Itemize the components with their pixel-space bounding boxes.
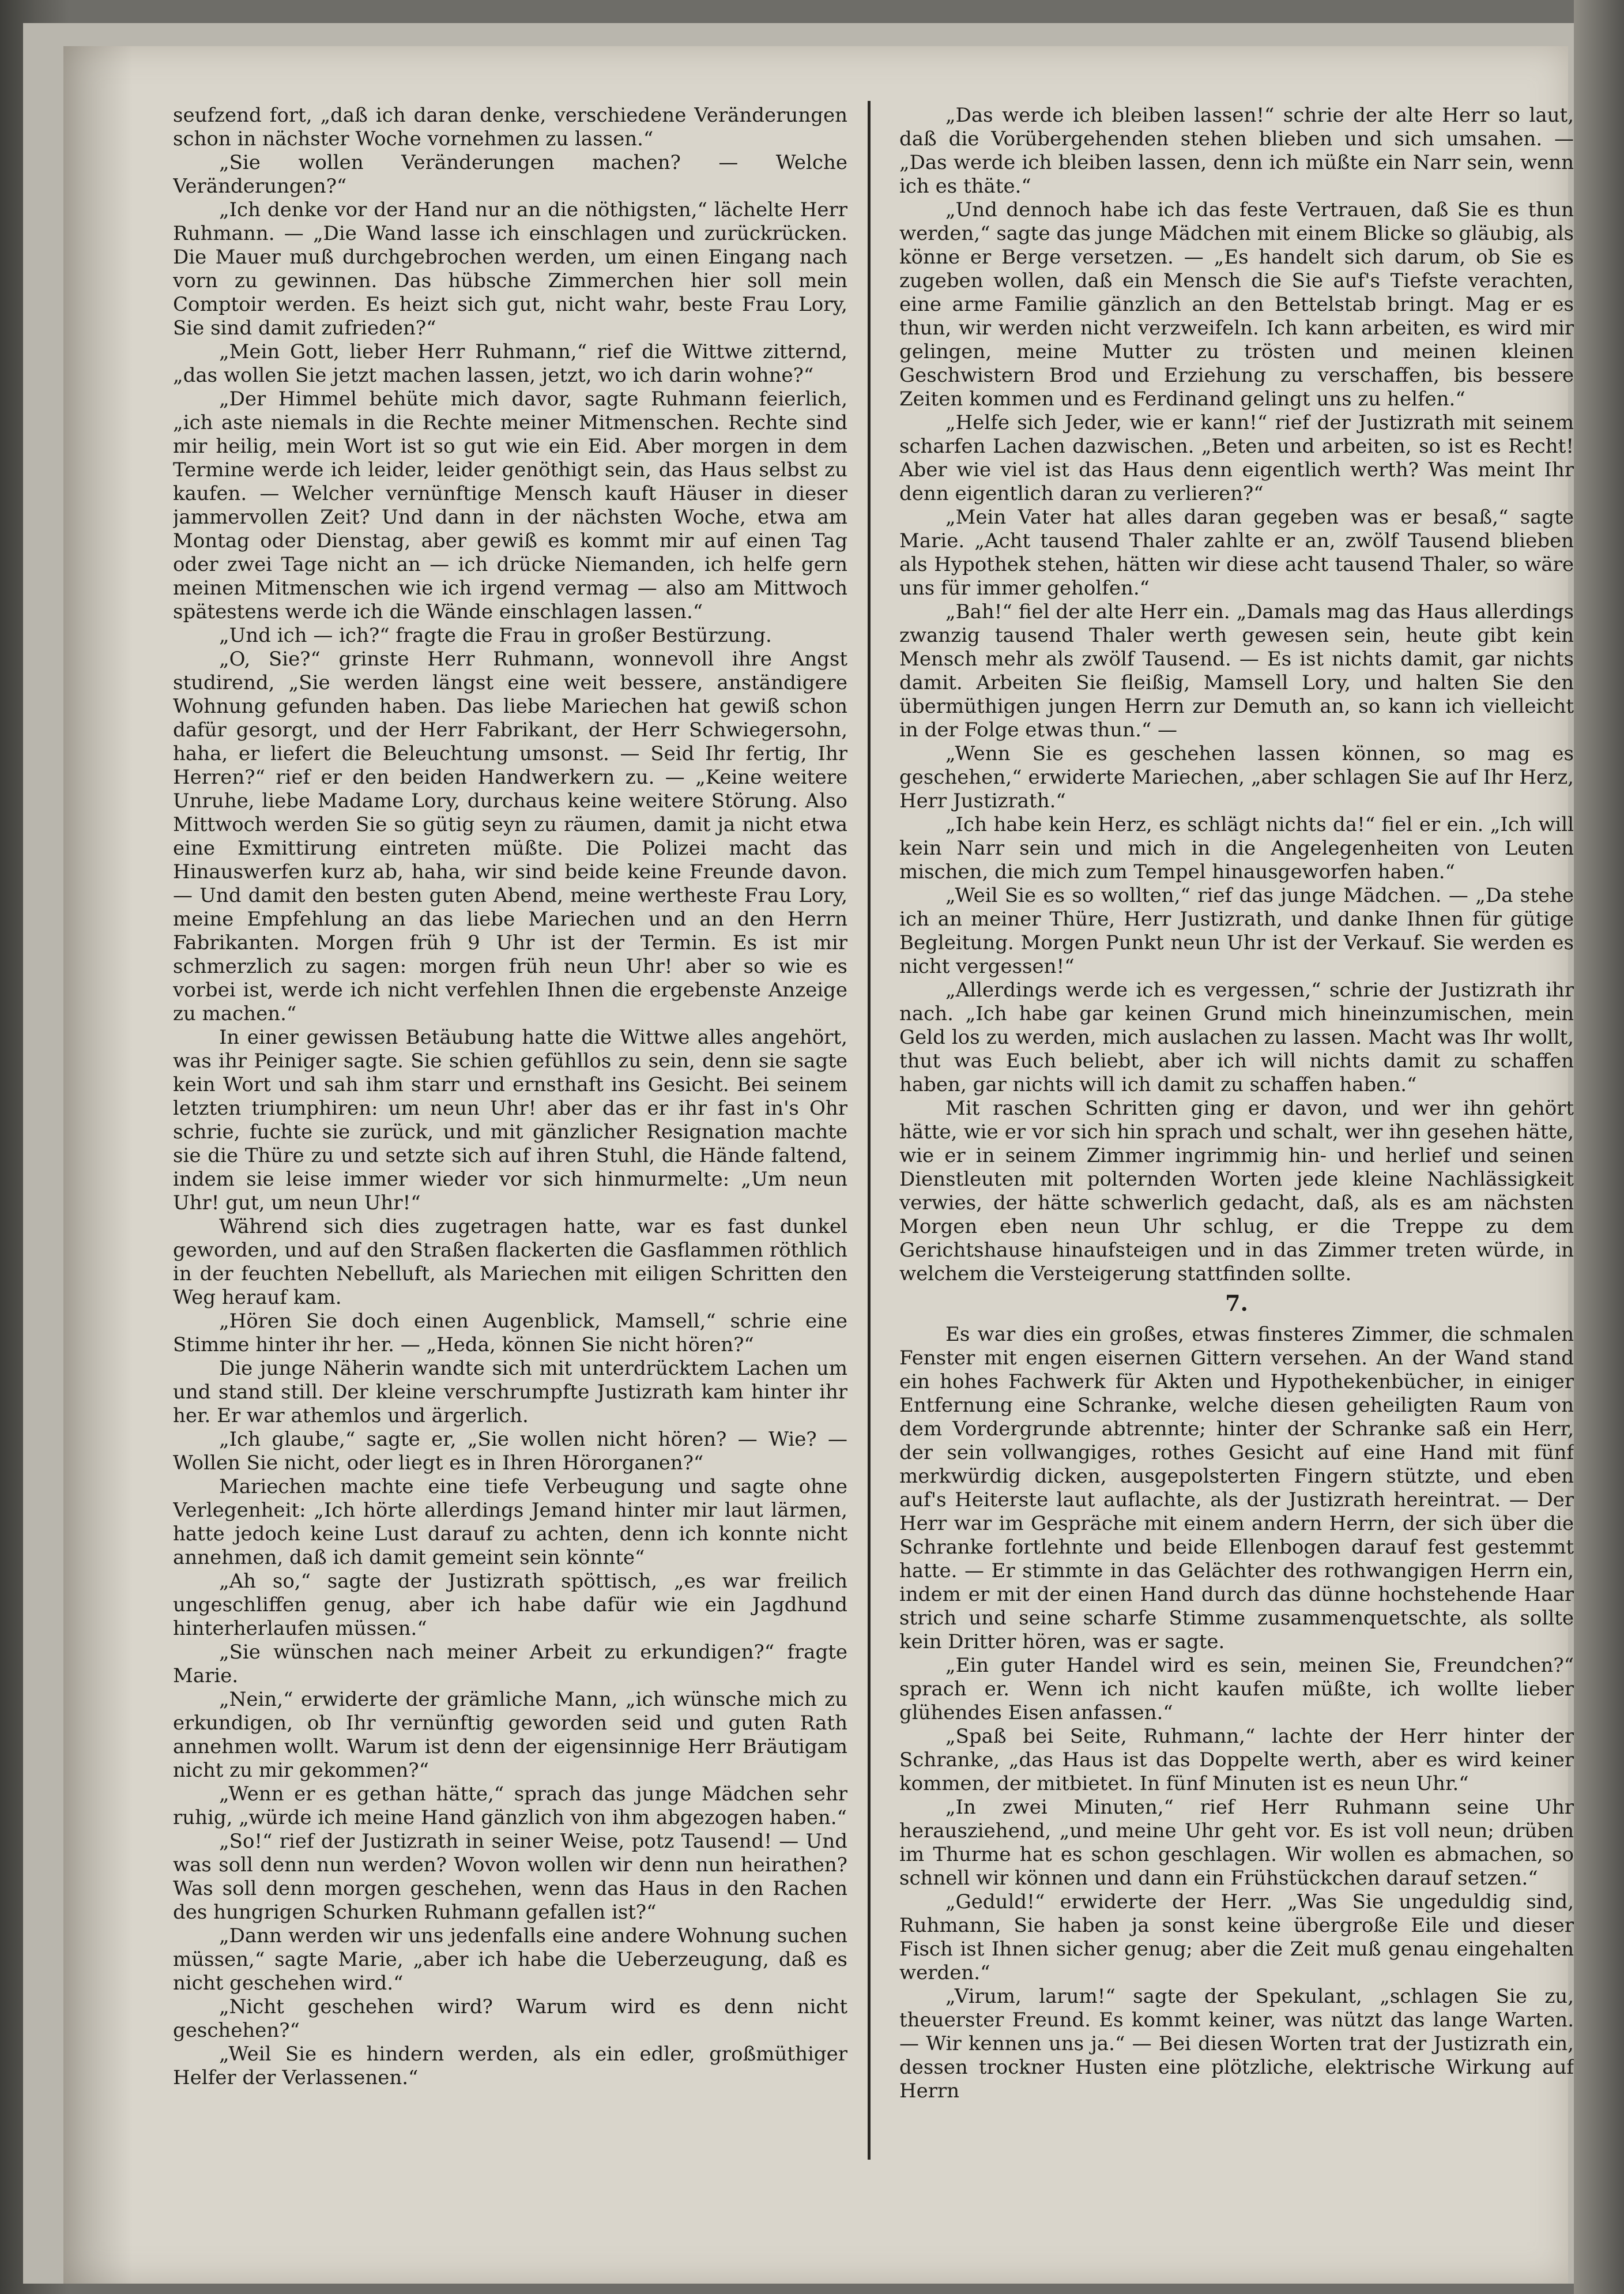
paragraph: Mit raschen Schritten ging er davon, und wer ihn gehört hätte, wie er vor sich hin sprach und schalt, wer ihn gesehen hätte, wie er in seinem Zimmer ingrimmig hin- und herlief und seinen Dienstleuten mit polternden Worten jede kleine Nachlässigkeit verwies, der hätte schwerlich gedacht, daß, als es am nächsten Morgen eben neun Uhr schlug, er die Treppe zu dem Gerichtshause hinaufsteigen und in das Zimmer treten würde, in welchem die Versteigerung stattfinden sollte. [899, 1097, 1574, 1285]
newspaper-page [63, 46, 1574, 2284]
paragraph: „In zwei Minuten,“ rief Herr Ruhmann seine Uhr herausziehend, „und meine Uhr geht vor. Es ist voll neun; drüben im Thurme hat es schon geschlagen. Wir wollen es abmachen, so schnell wir können und dann ein Frühstückchen darauf setzen.“ [899, 1796, 1574, 1890]
paragraph: „Das werde ich bleiben lassen!“ schrie der alte Herr so laut, daß die Vorübergehenden stehen blieben und sich umsahen. — „Das werde ich bleiben lassen, denn ich müßte ein Narr sein, wenn ich es thäte.“ [899, 104, 1574, 198]
paragraph: „Ah so,“ sagte der Justizrath spöttisch, „es war freilich ungeschliffen genug, aber ich habe dafür wie ein Jagdhund hinterherlaufen müssen.“ [173, 1570, 847, 1640]
paragraph: „Sie wollen Veränderungen machen? — Welche Veränderungen?“ [173, 151, 847, 198]
text-column-left [173, 104, 847, 2157]
paragraph: „Der Himmel behüte mich davor, sagte Ruhmann feierlich, „ich aste niemals in die Rechte meiner Mitmenschen. Rechte sind mir heilig, mein Wort ist so gut wie ein Eid. Aber morgen in dem Termine werde ich leider, leider genöthigt sein, das Haus selbst zu kaufen. — Welcher vernünftige Mensch kauft Häuser in dieser jammervollen Zeit? Und dann in der nächsten Woche, etwa am Montag oder Dienstag, aber gewiß es kommt mir auf einen Tag oder zwei Tage nicht an — ich drücke Niemanden, ich helfe gern meinen Mitmenschen wie ich irgend vermag — also am Mittwoch spätestens werde ich die Wände einschlagen lassen.“ [173, 388, 847, 623]
paragraph: Die junge Näherin wandte sich mit unterdrücktem Lachen um und stand still. Der kleine verschrumpfte Justizrath kam hinter ihr her. Er war athemlos und ärgerlich. [173, 1357, 847, 1427]
paragraph: „Nein,“ erwiderte der grämliche Mann, „ich wünsche mich zu erkundigen, ob Ihr vernünftig geworden seid und guten Rath annehmen wollt. Warum ist denn der eigensinnige Herr Bräutigam nicht zu mir gekommen?“ [173, 1688, 847, 1782]
paragraph: In einer gewissen Betäubung hatte die Wittwe alles angehört, was ihr Peiniger sagte. Sie schien gefühllos zu sein, denn sie sagte kein Wort und sah ihm starr und ernsthaft ins Gesicht. Bei seinem letzten triumphiren: um neun Uhr! aber das er ihr fast in's Ohr schrie, fuchte sie zurück, und mit gänzlicher Resignation machte sie die Thüre zu und setzte sich auf ihren Stuhl, die Hände faltend, indem sie leise immer wieder vor sich hinmurmelte: „Um neun Uhr! gut, um neun Uhr!“ [173, 1026, 847, 1214]
paragraph: „Mein Vater hat alles daran gegeben was er besaß,“ sagte Marie. „Acht tausend Thaler zahlte er an, zwölf Tausend blieben als Hypothek stehen, hätten wir diese acht tausend Thaler, so wäre uns für immer geholfen.“ [899, 506, 1574, 600]
paragraph: „Und dennoch habe ich das feste Vertrauen, daß Sie es thun werden,“ sagte das junge Mädchen mit einem Blicke so gläubig, als könne er Berge versetzen. — „Es handelt sich darum, ob Sie es zugeben wollen, daß ein Mensch die Sie auf's Tiefste verachten, eine arme Familie gänzlich an den Bettelstab bringt. Mag er es thun, wir werden nicht verzweifeln. Ich kann arbeiten, es wird mir gelingen, meine Mutter zu trösten und meinen kleinen Geschwistern Brod und Erziehung zu verschaffen, bis bessere Zeiten kommen und es Ferdinand gelingt uns zu helfen.“ [899, 198, 1574, 411]
paragraph: „Geduld!“ erwiderte der Herr. „Was Sie ungeduldig sind, Ruhmann, Sie haben ja sonst keine übergroße Eile und dieser Fisch ist Ihnen sicher genug; aber die Zeit muß genau eingehalten werden.“ [899, 1890, 1574, 1984]
paragraph: Es war dies ein großes, etwas finsteres Zimmer, die schmalen Fenster mit engen eisernen Gittern versehen. An der Wand stand ein hohes Fachwerk für Akten und Hypothekenbücher, in einiger Entfernung eine Schranke, welche diesen geheiligten Raum von dem Vordergrunde abtrennte; hinter der Schranke saß ein Herr, der sein vollwangiges, rothes Gesicht auf eine Hand mit fünf merkwürdig dicken, ausgepolsterten Fingern stützte, und eben auf's Heiterste laut auflachte, als der Justizrath hereintrat. — Der Herr war im Gespräche mit einem andern Herrn, der sich über die Schranke fortlehnte und beide Ellenbogen darauf fest gestemmt hatte. — Er stimmte in das Gelächter des rothwangigen Herrn ein, indem er mit der einen Hand durch das dünne hochstehende Haar strich und seine scharfe Stimme zusammenquetschte, als sollte kein Dritter hören, was er sagte. [899, 1323, 1574, 1653]
paragraph: „Spaß bei Seite, Ruhmann,“ lachte der Herr hinter der Schranke, „das Haus ist das Doppelte werth, aber es wird keiner kommen, der mitbietet. In fünf Minuten ist es neun Uhr.“ [899, 1725, 1574, 1795]
paragraph: „Sie wünschen nach meiner Arbeit zu erkundigen?“ fragte Marie. [173, 1641, 847, 1687]
paragraph: „Wenn Sie es geschehen lassen können, so mag es geschehen,“ erwiderte Mariechen, „aber schlagen Sie auf Ihr Herz, Herr Justizrath.“ [899, 742, 1574, 813]
column-divider-rule [868, 101, 871, 2160]
paragraph: „Virum, larum!“ sagte der Spekulant, „schlagen Sie zu, theuerster Freund. Es kommt keiner, was nützt das lange Warten. — Wir kennen uns ja.“ — Bei diesen Worten trat der Justizrath ein, dessen trockner Husten eine plötzliche, elektrische Wirkung auf Herrn [899, 1985, 1574, 2103]
paragraph: seufzend fort, „daß ich daran denke, verschiedene Veränderungen schon in nächster Woche vornehmen zu lassen.“ [173, 104, 847, 151]
paragraph: „Bah!“ fiel der alte Herr ein. „Damals mag das Haus allerdings zwanzig tausend Thaler werth gewesen sein, heute gibt kein Mensch mehr als zwölf Tausend. — Es ist nichts damit, gar nichts damit. Arbeiten Sie fleißig, Mamsell Lory, und halten Sie den übermüthigen jungen Herrn zur Demuth an, so kann ich vielleicht in der Folge etwas thun.“ — [899, 600, 1574, 742]
paragraph: „So!“ rief der Justizrath in seiner Weise, potz Tausend! — Und was soll denn nun werden? Wovon wollen wir denn nun heirathen? Was soll denn morgen geschehen, wenn das Haus in den Rachen des hungrigen Schurken Ruhmann gefallen ist?“ [173, 1830, 847, 1924]
paragraph: „Dann werden wir uns jedenfalls eine andere Wohnung suchen müssen,“ sagte Marie, „aber ich habe die Ueberzeugung, daß es nicht geschehen wird.“ [173, 1924, 847, 1995]
paragraph: „Hören Sie doch einen Augenblick, Mamsell,“ schrie eine Stimme hinter ihr her. — „Heda, können Sie nicht hören?“ [173, 1310, 847, 1356]
text-column-right [899, 104, 1574, 2157]
paragraph: „Mein Gott, lieber Herr Ruhmann,“ rief die Wittwe zitternd, „das wollen Sie jetzt machen lassen, jetzt, wo ich darin wohne?“ [173, 340, 847, 387]
book-binding-edge [1574, 0, 1624, 2294]
paragraph: „O, Sie?“ grinste Herr Ruhmann, wonnevoll ihre Angst studirend, „Sie werden längst eine weit bessere, anständigere Wohnung gefunden haben. Das liebe Mariechen hat gewiß schon dafür gesorgt, und der Herr Fabrikant, der Herr Schwiegersohn, haha, er liefert die Beleuchtung umsonst. — Seid Ihr fertig, Ihr Herren?“ rief er den beiden Handwerkern zu. — „Keine weitere Unruhe, liebe Madame Lory, durchaus keine weitere Störung. Also Mittwoch werden Sie so gütig seyn zu räumen, damit ja nicht etwa eine Exmittirung eintreten müßte. Die Polizei macht das Hinauswerfen kurz ab, haha, wir sind beide keine Freunde davon. — Und damit den besten guten Abend, meine wertheste Frau Lory, meine Empfehlung an das liebe Mariechen und an den Herrn Fabrikanten. Morgen früh 9 Uhr ist der Termin. Es ist mir schmerzlich zu sagen: morgen früh neun Uhr! aber so wie es vorbei ist, werde ich nicht verfehlen Ihnen die ergebenste Anzeige zu machen.“ [173, 648, 847, 1025]
paragraph: „Weil Sie es hindern werden, als ein edler, großmüthiger Helfer der Verlassenen.“ [173, 2043, 847, 2089]
paragraph: „Wenn er es gethan hätte,“ sprach das junge Mädchen sehr ruhig, „würde ich meine Hand gänzlich von ihm abgezogen haben.“ [173, 1782, 847, 1829]
paragraph: „Allerdings werde ich es vergessen,“ schrie der Justizrath ihr nach. „Ich habe gar keinen Grund mich hineinzumischen, mein Geld los zu werden, mich auslachen zu lassen. Macht was Ihr wollt, thut was Euch beliebt, aber ich will nichts damit zu schaffen haben, gar nichts will ich damit zu schaffen haben.“ [899, 979, 1574, 1096]
paragraph: Mariechen machte eine tiefe Verbeugung und sagte ohne Verlegenheit: „Ich hörte allerdings Jemand hinter mir laut lärmen, hatte jedoch keine Lust darauf zu achten, denn ich konnte nicht annehmen, daß ich damit gemeint sein könnte“ [173, 1475, 847, 1569]
paragraph: „Ein guter Handel wird es sein, meinen Sie, Freundchen?“ sprach er. Wenn ich nicht kaufen müßte, ich wollte lieber glühendes Eisen anfassen.“ [899, 1654, 1574, 1724]
paragraph: „Ich glaube,“ sagte er, „Sie wollen nicht hören? — Wie? — Wollen Sie nicht, oder liegt es in Ihren Hörorganen?“ [173, 1428, 847, 1475]
paragraph: „Helfe sich Jeder, wie er kann!“ rief der Justizrath mit seinem scharfen Lachen dazwischen. „Beten und arbeiten, so ist es Recht! Aber wie viel ist das Haus denn eigentlich werth? Was meint Ihr denn eigentlich daran zu verlieren?“ [899, 411, 1574, 505]
paragraph: „Weil Sie es so wollten,“ rief das junge Mädchen. — „Da stehe ich an meiner Thüre, Herr Justizrath, und danke Ihnen für gütige Begleitung. Morgen Punkt neun Uhr ist der Verkauf. Sie werden es nicht vergessen!“ [899, 884, 1574, 978]
paragraph: „Ich habe kein Herz, es schlägt nichts da!“ fiel er ein. „Ich will kein Narr sein und mich in die Angelegenheiten von Leuten mischen, die mich zum Tempel hinausgeworfen haben.“ [899, 813, 1574, 883]
chapter-number: 7. [1225, 1290, 1248, 1316]
paragraph: „Und ich — ich?“ fragte die Frau in großer Bestürzung. [219, 624, 772, 647]
paragraph: „Ich denke vor der Hand nur an die nöthigsten,“ lächelte Herr Ruhmann. — „Die Wand lasse ich einschlagen und zurückrücken. Die Mauer muß durchgebrochen werden, um einen Eingang nach vorn zu gewinnen. Das hübsche Zimmerchen hier soll mein Comptoir werden. Es heizt sich gut, nicht wahr, beste Frau Lory, Sie sind damit zufrieden?“ [173, 198, 847, 340]
paragraph: „Nicht geschehen wird? Warum wird es denn nicht geschehen?“ [173, 1995, 847, 2042]
paragraph: Während sich dies zugetragen hatte, war es fast dunkel geworden, und auf den Straßen flackerten die Gasflammen röthlich in der feuchten Nebelluft, als Mariechen mit eiligen Schritten den Weg herauf kam. [173, 1215, 847, 1309]
